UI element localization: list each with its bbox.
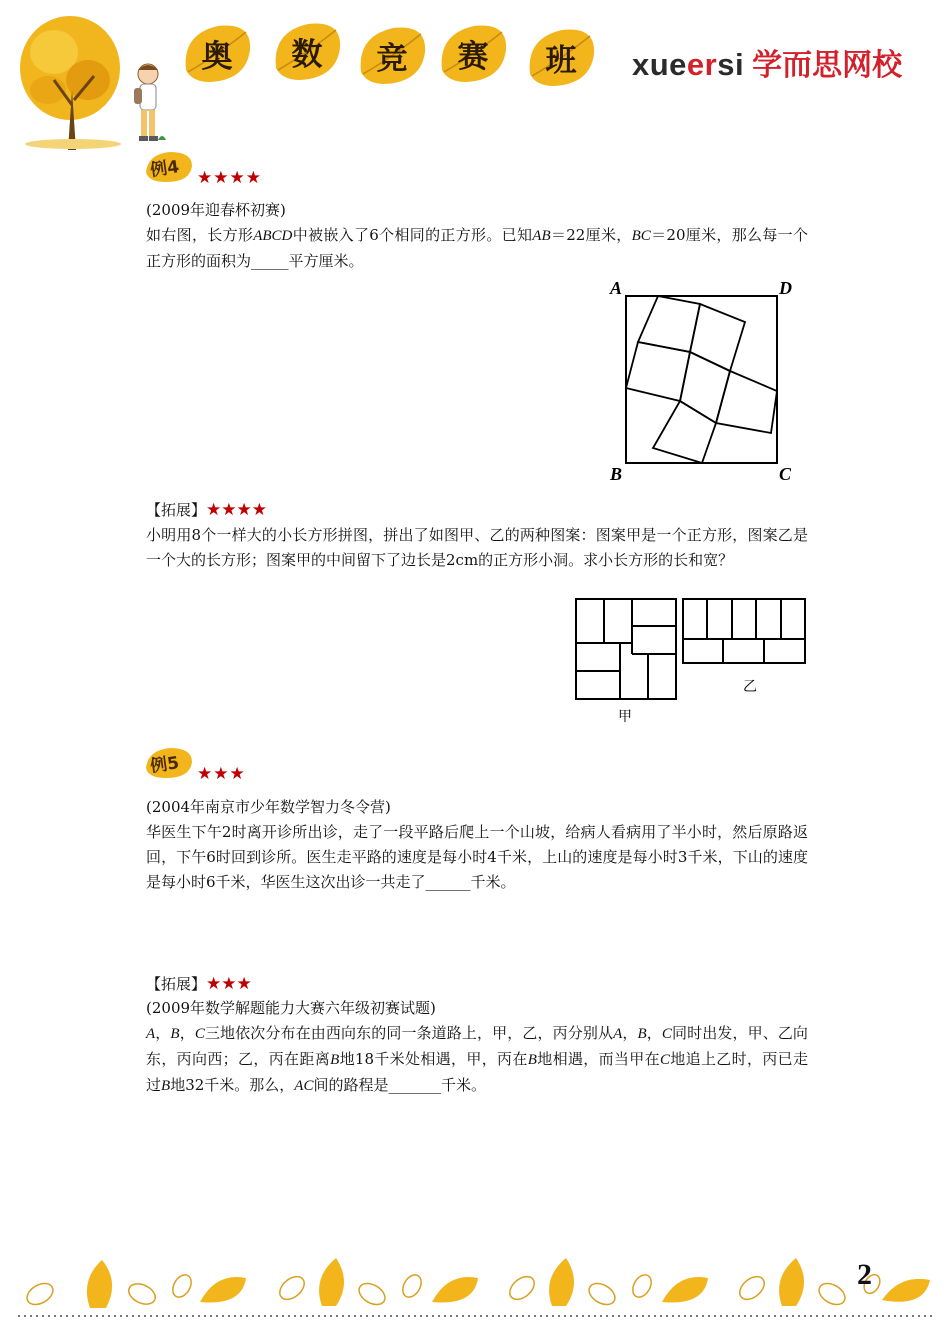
example-5-body: [146, 795, 808, 895]
extension-4-body: [146, 523, 808, 573]
extension-5-question: A，B，C三地依次分布在由西向东的同一条道路上，甲，乙，丙分别从A，B，C同时出发，甲、乙向东，丙向西；乙，丙在距离B地18千米处相遇，甲，丙在B地相遇，而当甲在C地追上乙时，丙已走过B地32千米。那么，AC间的路程是_______千米。: [146, 1024, 808, 1094]
extension-5-label: 【拓展】: [146, 975, 207, 993]
extension-4-figure: [573, 596, 809, 726]
example-5-stars: ★★★: [197, 764, 246, 784]
figure-yi-label: 乙: [743, 679, 757, 695]
header-title-char: 数: [291, 36, 323, 73]
header-leaf-4: [436, 20, 510, 86]
extension-5-source: (2009年数学解题能力大赛六年级初赛试题): [146, 999, 436, 1017]
example-5-tag-label: 例5: [149, 753, 181, 777]
header-leaf-1: [180, 20, 254, 86]
brand-logo: [632, 40, 902, 84]
extension-4-label: 【拓展】: [146, 501, 207, 519]
brand-en-prefix: xue: [632, 47, 687, 82]
header-leaf-3: [355, 22, 429, 88]
extension-4-question: 小明用8个一样大的小长方形拼图，拼出了如图甲、乙的两种图案：图案甲是一个正方形，图案乙是一个大的长方形；图案甲的中间留下了边长是2cm的正方形小洞。求小长方形的长和宽？: [146, 526, 808, 569]
brand-cn: 学而思网校: [752, 48, 903, 83]
example-4-figure: [604, 276, 804, 486]
header-title-char: 班: [545, 42, 577, 79]
page-number: 2: [857, 1258, 872, 1291]
example-5-tag: [144, 746, 194, 780]
footer-leaves-decoration: [10, 1250, 940, 1330]
example-5-question: 华医生下午2时离开诊所出诊，走了一段平路后爬上一个山坡，给病人看病用了半小时，然后原路返回，下午6时回到诊所。医生走平路的速度是每小时4千米，上山的速度是每小时3千米，下山的速度是每小时6千米，华医生这次出诊一共走了______千米。: [146, 823, 808, 891]
example-4-tag: [144, 150, 194, 184]
figure-label-d: D: [779, 278, 792, 298]
header-leaf-2: [270, 18, 344, 84]
autumn-tree-illustration: [18, 10, 128, 150]
figure-label-c: C: [779, 464, 792, 484]
header-title-char: 赛: [457, 38, 489, 75]
figure-label-a: A: [610, 278, 623, 298]
extension-4-stars: ★★★★: [206, 500, 267, 520]
extension-5-stars: ★★★: [206, 974, 252, 994]
boy-illustration: [130, 62, 168, 148]
figure-label-b: B: [610, 464, 623, 484]
example-4-body: [146, 198, 808, 274]
example-4-stars: ★★★★: [197, 168, 262, 188]
header-leaf-5: [524, 24, 598, 90]
header-title-char: 奥: [201, 38, 233, 75]
example-4-tag-label: 例4: [149, 157, 181, 181]
brand-en-mid: er: [686, 47, 718, 82]
extension-5-body: [146, 996, 808, 1099]
example-4-question: 如右图，长方形ABCD中被嵌入了6个相同的正方形。已知AB＝22厘米，BC＝20厘米，那么每一个正方形的面积为_____平方厘米。: [146, 226, 808, 270]
extension-4-title: [146, 499, 267, 520]
header-title-char: 竞: [376, 40, 408, 77]
example-5-source: (2004年南京市少年数学智力冬令营): [146, 798, 391, 816]
example-4-source: (2009年迎春杯初赛): [146, 201, 286, 219]
brand-en-suffix: si: [717, 47, 745, 82]
extension-5-title: [146, 973, 252, 994]
figure-jia-label: 甲: [618, 709, 632, 725]
